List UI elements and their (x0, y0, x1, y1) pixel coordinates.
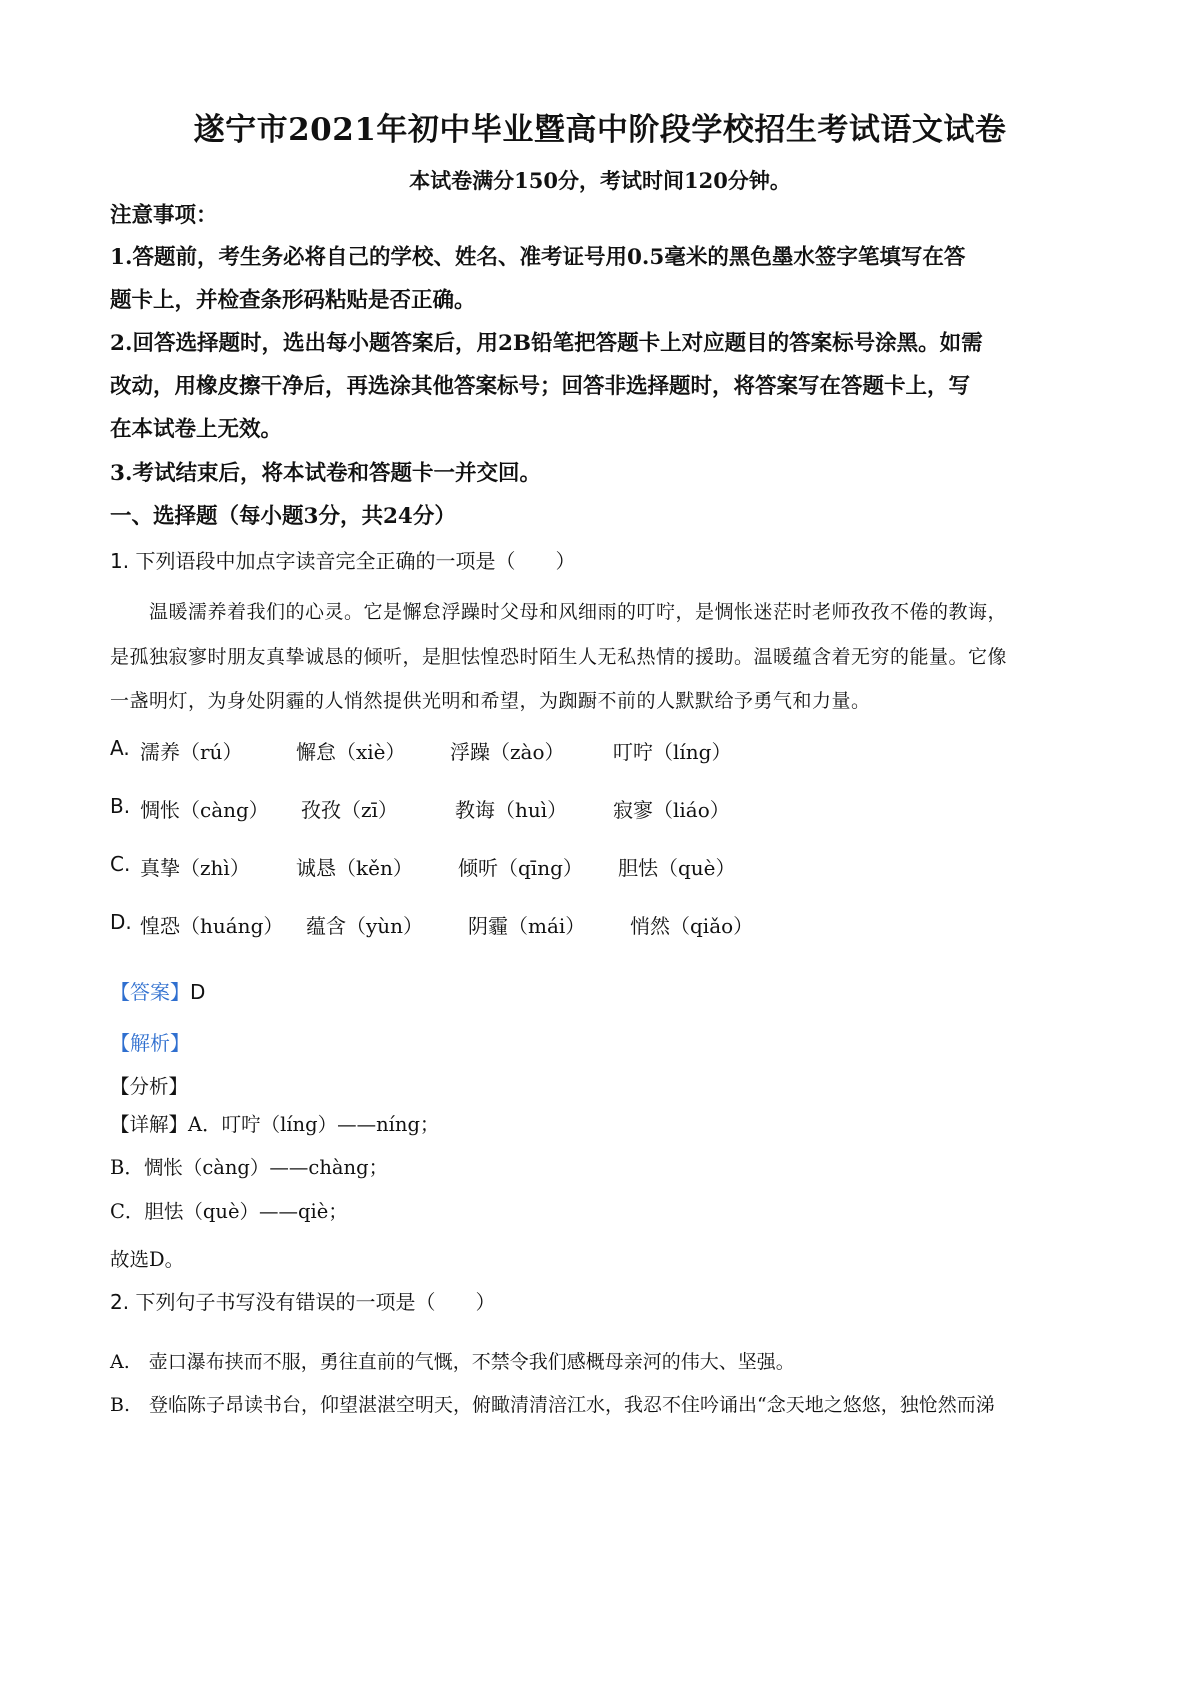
option-word: 蕴含 (306, 914, 346, 938)
option-pinyin: （zī） (341, 798, 398, 822)
option-item (306, 910, 423, 939)
option-item (301, 794, 398, 823)
option-word: 寂寥 (613, 798, 653, 822)
option-letter: A. (110, 736, 130, 760)
option-pinyin: （kěn） (336, 856, 413, 880)
option-pinyin: （huáng） (180, 914, 284, 938)
option-pinyin: （càng） (180, 798, 269, 822)
option-item (613, 794, 730, 823)
option-pinyin: （qiǎo） (670, 914, 754, 938)
option-word: 诚恳 (296, 856, 336, 880)
q2-option-b: B. 登临陈子昂读书台，仰望湛湛空明天，俯瞰清清涪江水，我忍不住吟诵出“念天地之悠悠，独怆然而涕 (110, 1394, 995, 1416)
option-word: 教诲 (455, 798, 495, 822)
q2-option-a: A. 壶口瀑布挟而不服，勇往直前的气慨，不禁令我们感概母亲河的伟大、坚强。 (110, 1351, 795, 1373)
answer-tag: 【答案】 (110, 980, 190, 1004)
page-subtitle: 本试卷满分150分，考试时间120分钟。 (409, 168, 791, 193)
option-item (296, 736, 406, 765)
notice-line: 2.回答选择题时，选出每小题答案后，用2B铅笔把答题卡上对应题目的答案标号涂黑。如需 (110, 331, 983, 356)
option-letter: B. (110, 794, 131, 818)
option-letter: C. (110, 852, 131, 876)
option-word: 惶恐 (140, 914, 180, 938)
analysis-tag: 【解析】 (110, 1031, 190, 1055)
option-word: 胆怯 (618, 856, 658, 880)
option-item (618, 852, 736, 881)
option-word: 悄然 (630, 914, 670, 938)
question-2-stem: 2. 下列句子书写没有错误的一项是（ ） (110, 1290, 496, 1314)
option-pinyin: （rú） (180, 740, 243, 764)
option-pinyin: （líng） (653, 740, 732, 764)
option-item (455, 794, 567, 823)
notice-line: 题卡上，并检查条形码粘贴是否正确。 (110, 288, 476, 313)
option-pinyin: （yùn） (346, 914, 424, 938)
option-pinyin: （huì） (495, 798, 568, 822)
option-word: 濡养 (140, 740, 180, 764)
option-word: 倾听 (458, 856, 498, 880)
option-word: 真挚 (140, 856, 180, 880)
option-word: 惆怅 (140, 798, 180, 822)
option-word: 阴霾 (468, 914, 508, 938)
option-pinyin: （què） (658, 856, 736, 880)
option-item (468, 910, 585, 939)
option-letter: D. (110, 910, 132, 934)
option-pinyin: （liáo） (653, 798, 730, 822)
notice-line: 1.答题前，考生务必将自己的学校、姓名、准考证号用0.5毫米的黑色墨水签字笔填写在答 (110, 245, 966, 270)
passage-line: 温暖濡养着我们的心灵。它是懈怠浮躁时父母和风细雨的叮咛，是惆怅迷茫时老师孜孜不倦的教诲， (110, 601, 1008, 623)
option-item (613, 736, 731, 765)
answer-line (110, 976, 205, 1005)
option-word: 懈怠 (296, 740, 336, 764)
answer-value: D (190, 980, 206, 1004)
option-word: 孜孜 (301, 798, 341, 822)
passage-line: 一盏明灯，为身处阴霾的人悄然提供光明和希望，为踟蹰不前的人默默给予勇气和力量。 (110, 690, 871, 712)
notice-heading: 注意事项： (110, 203, 218, 228)
option-pinyin: （mái） (508, 914, 586, 938)
analysis-line (110, 1027, 190, 1056)
question-1-stem: 1. 下列语段中加点字读音完全正确的一项是（ ） (110, 549, 576, 573)
option-word: 叮咛 (613, 740, 653, 764)
option-item (140, 794, 269, 823)
detail-line: C．胆怯（què）——qiè； (110, 1200, 348, 1223)
option-pinyin: （zhì） (180, 856, 250, 880)
option-item (450, 736, 565, 765)
option-item (630, 910, 753, 939)
detail-line: B．惆怅（càng）——chàng； (110, 1156, 389, 1179)
option-word: 浮躁 (450, 740, 490, 764)
option-item (296, 852, 413, 881)
notice-line: 3.考试结束后，将本试卷和答题卡一并交回。 (110, 461, 541, 486)
passage-line: 是孤独寂寥时朋友真挚诚恳的倾听，是胆怯惶恐时陌生人无私热情的援助。温暖蕴含着无穷的能量。它像 (110, 646, 1008, 668)
option-item (140, 736, 242, 765)
option-pinyin: （xiè） (336, 740, 406, 764)
detail-line: 【详解】A．叮咛（líng）——níng； (110, 1113, 440, 1136)
conclusion-line: 故选D。 (110, 1248, 185, 1271)
option-item (458, 852, 583, 881)
section-heading: 一、选择题（每小题3分，共24分） (110, 504, 456, 529)
page-title: 遂宁市2021年初中毕业暨高中阶段学校招生考试语文试卷 (193, 112, 1007, 148)
option-item (140, 852, 250, 881)
notice-line: 改动，用橡皮擦干净后，再选涂其他答案标号；回答非选择题时，将答案写在答题卡上，写 (110, 374, 971, 399)
option-item (140, 910, 283, 939)
fenxi-line: 【分析】 (110, 1075, 189, 1098)
option-pinyin: （qīng） (498, 856, 583, 880)
option-pinyin: （zào） (490, 740, 565, 764)
notice-line: 在本试卷上无效。 (110, 417, 283, 442)
